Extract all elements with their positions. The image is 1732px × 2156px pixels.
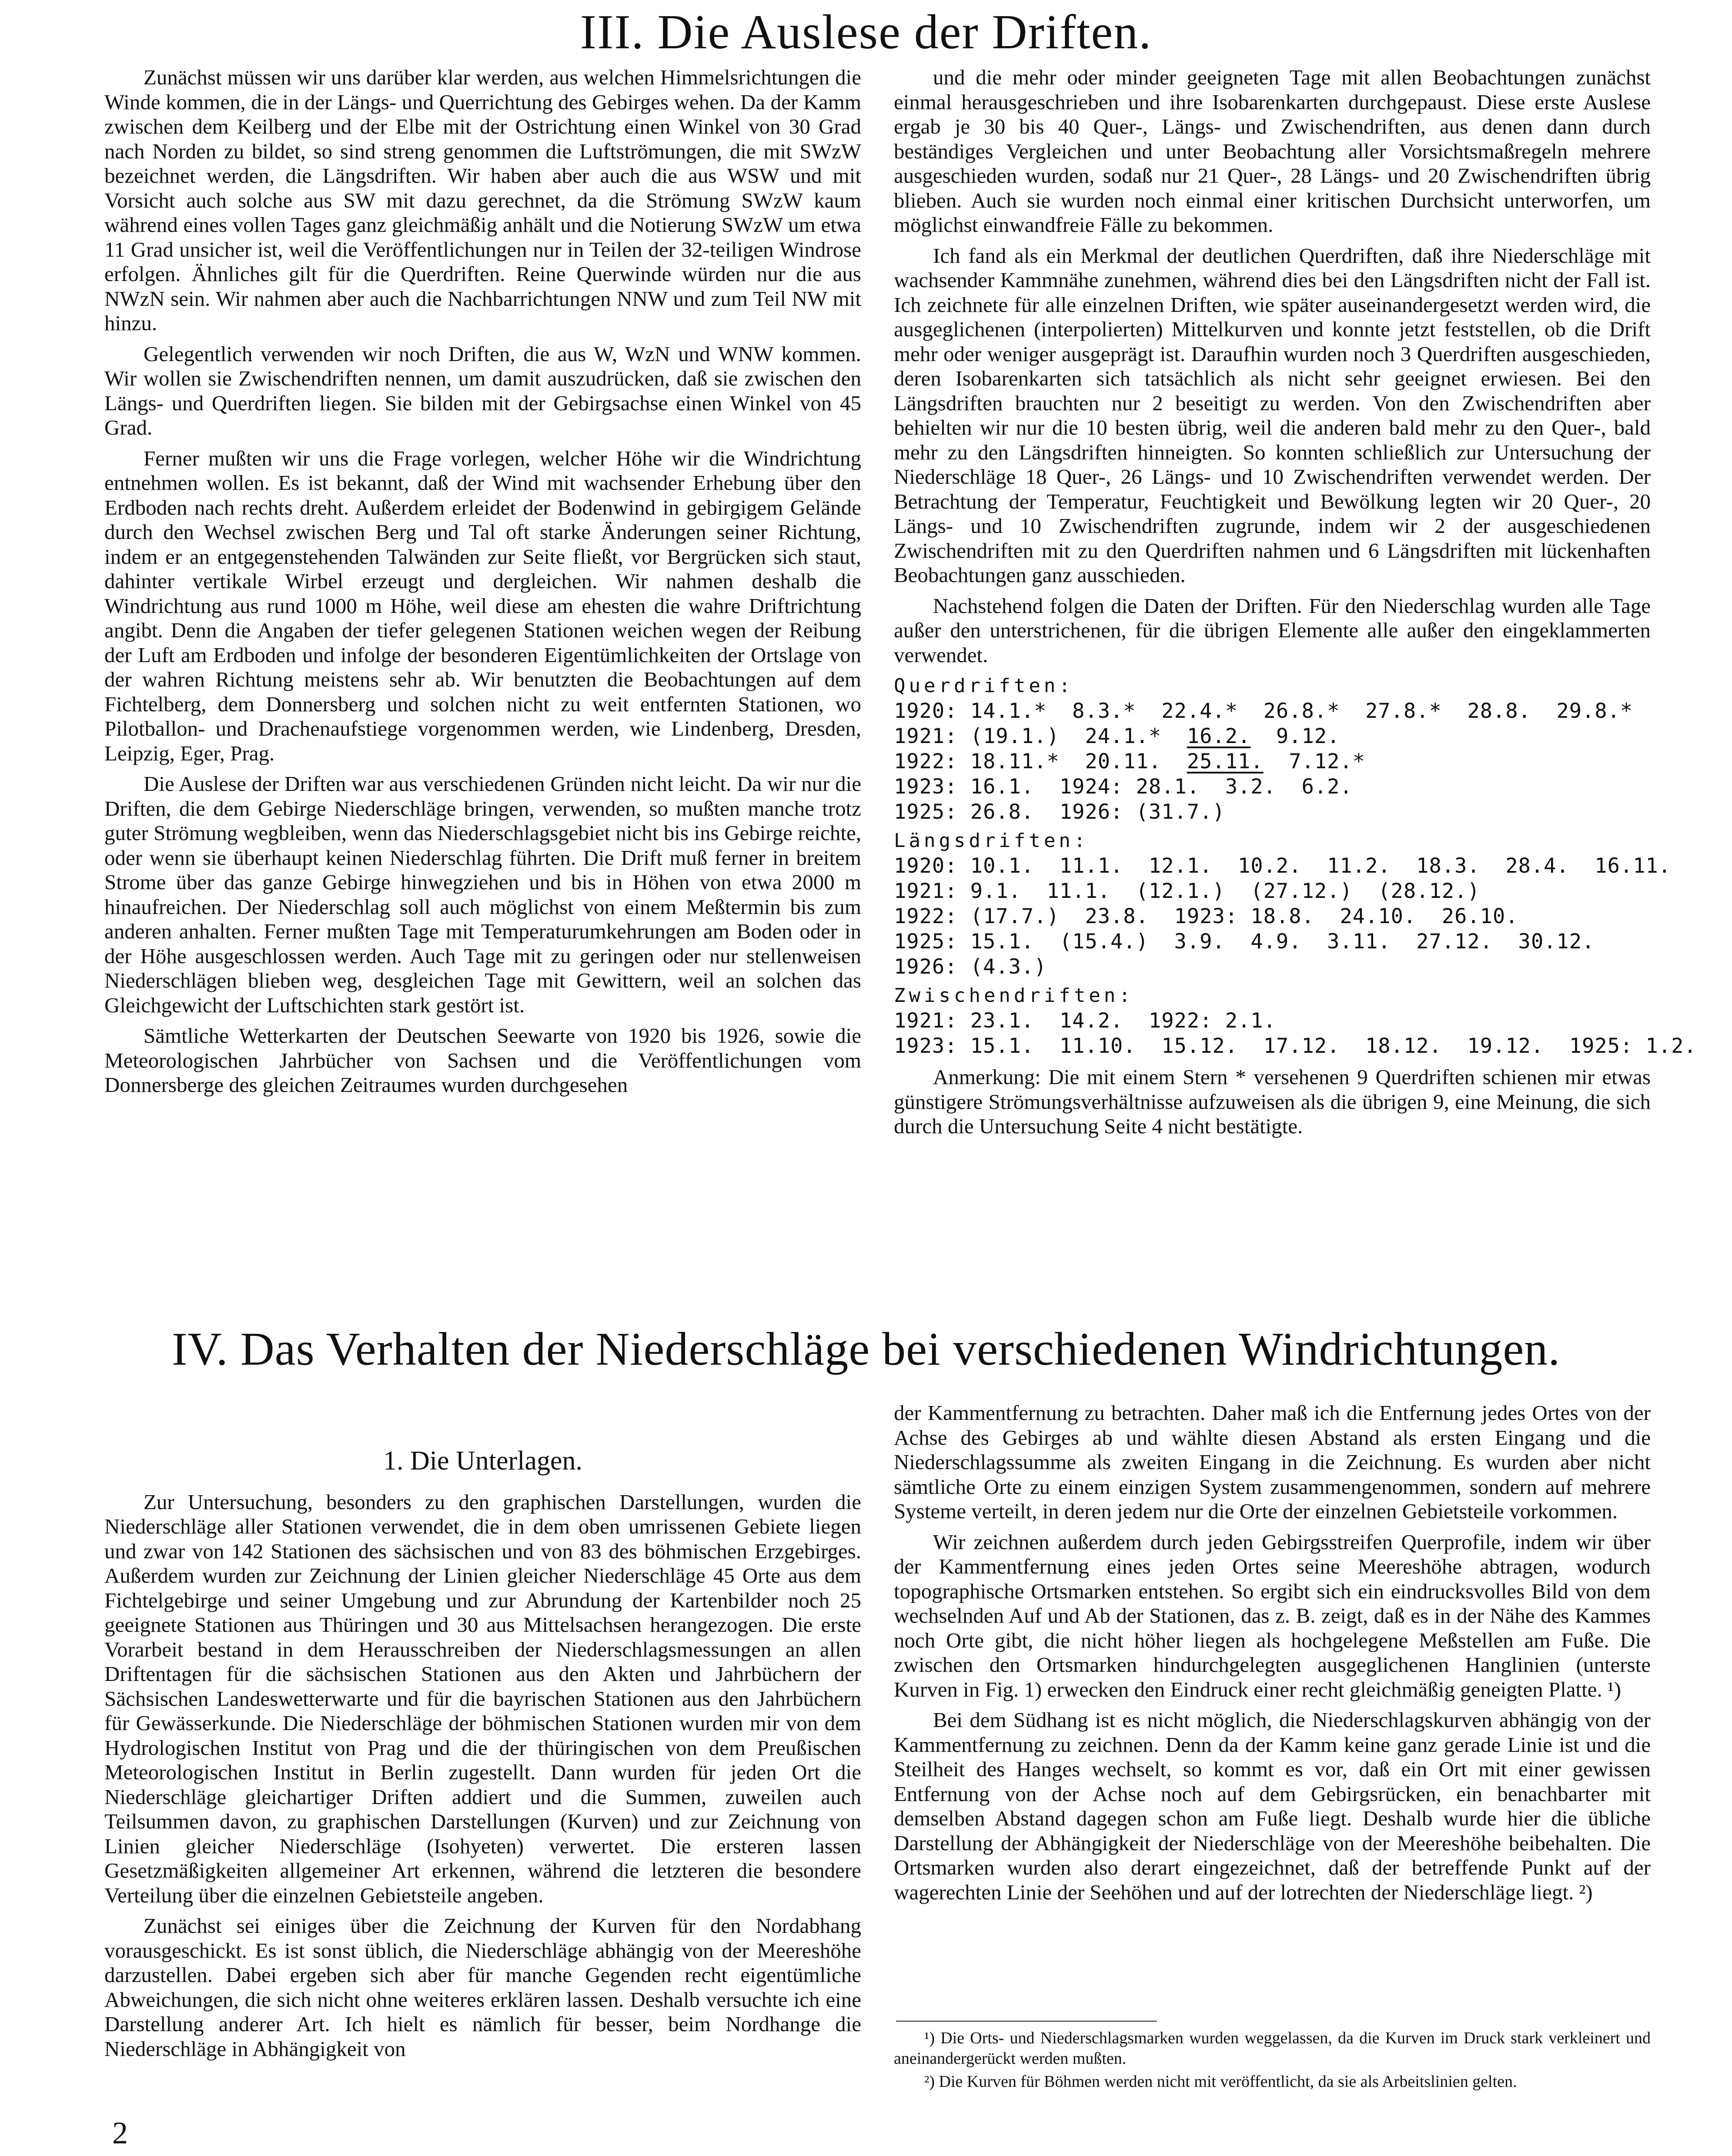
- paragraph: und die mehr oder minder geeigneten Tage mit allen Beobachtungen zunächst einmal herausgeschrieben und ihre Isobarenkarten durchgepaust. Diese erste Auslese ergab je 30 bis 40 Quer-, Längs- und Zwischendriften, aus denen dann durch beständiges Vergleichen und unter Beobachtung aller Vorsichtsmaßregeln mehrere ausgeschieden wurden, sodaß nur 21 Quer-, 28 Längs- und 20 Zwischendriften übrig blieben. Auch sie wurden noch einmal einer kritischen Durchsicht unterworfen, um möglichst einwandfreie Fälle zu bekommen.: [894, 65, 1651, 237]
- section-4-column-left: [104, 1446, 861, 2067]
- anmerkung: Anmerkung: Die mit einem Stern * versehenen 9 Querdriften schienen mir etwas günstigere Strömungsverhältnisse aufzuweisen als die übrigen 9, eine Meinung, die sich durch die Untersuchung Seite 4 nicht bestätigte.: [894, 1065, 1651, 1138]
- paragraph: Zur Untersuchung, besonders zu den graphischen Darstellungen, wurden die Niederschläge aller Stationen verwendet, die in dem oben umrissenen Gebiete liegen und zwar von 142 Stationen des sächsischen und von 83 des böhmischen Erzgebirges. Außerdem wurden zur Zeichnung der Linien gleicher Niederschläge 45 Orte aus dem Fichtelgebirge und seiner Umgebung und zur Abrundung der Kartenbilder noch 25 geeignete Stationen aus Thüringen und 30 aus Mittelsachsen herangezogen. Die erste Vorarbeit bestand in dem Herausschreiben der Niederschlagsmessungen an allen Driftentagen für die sächsischen Stationen aus den Akten und Jahrbüchern der Sächsischen Landeswetterwarte und für die bayrischen Stationen aus den Jahrbüchern für Gewässerkunde. Die Niederschläge der böhmischen Stationen wurden mir von dem Hydrologischen Institut von Prag und die der thüringischen von dem Preußischen Meteorologischen Institut in Berlin zugestellt. Dann wurden für jeden Ort die Niederschläge gleichartiger Driften addiert und die Summen, zuweilen auch Teilsummen davon, zu graphischen Darstellungen (Kurven) und zur Zeichnung von Linien gleicher Niederschläge (Isohyeten) verwertet. Die ersteren lassen Gesetzmäßigkeiten allgemeiner Art erkennen, während die letzteren die besondere Verteilung über die einzelnen Gebietsteile angeben.: [104, 1490, 861, 1907]
- date-text: 1920: 14.1.* 8.3.* 22.4.* 26.8.* 27.8.* 28.8. 29.8.*: [894, 699, 1633, 723]
- zwischendriften-line: 1921: 23.1. 14.2. 1922: 2.1.: [894, 1009, 1276, 1033]
- footnote-divider: [896, 2021, 1157, 2022]
- paragraph: Sämtliche Wetterkarten der Deutschen Seewarte von 1920 bis 1926, sowie die Meteorologischen Jahrbücher von Sachsen und die Veröffentlichungen vom Donnersberge des gleichen Zeitraumes wurden durchgesehen: [104, 1024, 861, 1097]
- laengsdriften-line: 1925: 15.1. (15.4.) 3.9. 4.9. 3.11. 27.12. 30.12.: [894, 930, 1595, 954]
- footnote: ²) Die Kurven für Böhmen werden nicht mit veröffentlicht, da sie als Arbeitslinien gelten.: [924, 2072, 1517, 2091]
- date-text: 1925: 26.8. 1926: (31.7.): [894, 800, 1225, 824]
- zwischendriften-label: Zwischendriften:: [894, 984, 1134, 1007]
- paragraph: Ich fand als ein Merkmal der deutlichen Querdriften, daß ihre Niederschläge mit wachsender Kammnähe zunehmen, während dies bei den Längsdriften nicht der Fall ist. Ich zeichnete für alle einzelnen Driften, wie später auseinandergesetzt werden wird, die ausgeglichenen (interpolierten) Mittelkurven und konnte jetzt feststellen, ob die Drift mehr oder weniger ausgeprägt ist. Daraufhin wurden noch 3 Querdriften ausgeschieden, deren Isobarenkarten sich tatsächlich als nicht sehr geeignet erwiesen. Bei den Längsdriften brauchten nur 2 beseitigt zu werden. Von den Zwischendriften aber behielten wir nur die 10 besten übrig, weil die anderen bald mehr zu den Quer-, bald mehr zu den Längsdriften hinneigten. So konnten schließlich zur Untersuchung der Niederschläge 18 Quer-, 26 Längs- und 10 Zwischendriften verwendet werden. Der Betrachtung der Temperatur, Feuchtigkeit und Bewölkung legten wir 20 Quer-, 20 Längs- und 10 Zwischendriften zugrunde, indem wir 2 der ausgeschiedenen Zwischendriften mit zu den Querdriften nahmen und 6 Längsdriften mit lückenhaften Beobachtungen ganz ausschieden.: [894, 243, 1651, 587]
- laengsdriften-line: 1921: 9.1. 11.1. (12.1.) (27.12.) (28.12.): [894, 879, 1480, 903]
- date-text: 9.12.: [1251, 724, 1340, 748]
- underlined-date: 25.11.: [1187, 750, 1264, 773]
- underlined-date: 16.2.: [1187, 724, 1251, 748]
- laengsdriften-label: Längsdriften:: [894, 830, 1089, 852]
- footnote: ¹) Die Orts- und Niederschlagsmarken wurden weggelassen, da die Kurven im Druck stark verkleinert und aneinandergerückt werden mußten.: [894, 2029, 1651, 2068]
- paragraph: Wir zeichnen außerdem durch jeden Gebirgsstreifen Querprofile, indem wir über der Kammentfernung eines jeden Ortes seine Meereshöhe abtragen, wodurch topographische Ortsmarken entstehen. So ergibt sich ein eindrucksvolles Bild von dem wechselnden Auf und Ab der Stationen, das z. B. zeigt, daß es in der Nähe des Kammes noch Orte gibt, die nicht höher liegen als hochgelegene Meßstellen am Fuße. Die zwischen den Ortsmarken hindurchgelegten ausgeglichenen Hanglinien (unterste Kurven in Fig. 1) erwecken den Eindruck einer recht gleichmäßig geneigten Platte. ¹): [894, 1530, 1651, 1701]
- section-4-column-right: [894, 1401, 1651, 1911]
- paragraph: Ferner mußten wir uns die Frage vorlegen, welcher Höhe wir die Windrichtung entnehmen wollen. Es ist bekannt, daß der Wind mit wachsender Erhebung über den Erdboden nach rechts dreht. Außerdem erleidet der Bodenwind in gebirgigem Gelände durch den Wechsel zwischen Berg und Tal oft starke Änderungen seiner Richtung, indem er an entgegenstehenden Talwänden zur Seite fließt, vor Bergrücken sich staut, dahinter vertikale Wirbel erzeugt und dergleichen. Wir nahmen deshalb die Windrichtung aus rund 1000 m Höhe, weil diese am ehesten die wahre Driftrichtung angibt. Denn die Angaben der tiefer gelegenen Stationen weichen wegen der Reibung der Luft am Erdboden und infolge der besonderen Eigentümlichkeiten der Ortslage von der wahren Richtung meistens sehr ab. Wir benutzten die Beobachtungen auf dem Fichtelberg, dem Donnersberg und solchen nicht zu weit entfernten Stationen, wo Pilotballon- und Drachenaufstiege vorgenommen werden, wie Lindenberg, Dresden, Leipzig, Eger, Prag.: [104, 446, 861, 765]
- laengsdriften-line: 1920: 10.1. 11.1. 12.1. 10.2. 11.2. 18.3. 28.4. 16.11.: [894, 854, 1672, 878]
- section-4-title: IV. Das Verhalten der Niederschläge bei verschiedenen Windrichtungen.: [171, 1323, 1561, 1375]
- laengsdriften-line: 1926: (4.3.): [894, 955, 1047, 979]
- querdriften-line: [894, 699, 1651, 724]
- date-text: 1923: 16.1. 1924: 28.1. 3.2. 6.2.: [894, 775, 1353, 799]
- subsection-title: 1. Die Unterlagen.: [383, 1446, 582, 1476]
- paragraph: Bei dem Südhang ist es nicht möglich, die Niederschlagskurven abhängig von der Kammentfernung zu zeichnen. Denn da der Kamm keine ganz gerade Linie ist und die Steilheit des Hanges wechselt, so kommt es vor, daß ein Ort mit einer gewissen Entfernung von der Achse noch auf dem Gebirgsrücken, ein benachbarter mit demselben Abstand dagegen schon am Fuße liegt. Deshalb wurde hier die übliche Darstellung der Abhängigkeit der Niederschläge von der Meereshöhe beibehalten. Die Ortsmarken wurden also derart eingezeichnet, daß der betreffende Punkt auf der wagerechten Linie der Seehöhen und auf der lotrechten der Niederschläge liegt. ²): [894, 1708, 1651, 1904]
- date-text: 7.12.*: [1263, 750, 1365, 773]
- querdriften-line: [894, 800, 1651, 825]
- section-3-column-left: [104, 65, 861, 1104]
- date-text: 1921: (19.1.) 24.1.*: [894, 724, 1187, 748]
- querdriften-line: [894, 724, 1651, 749]
- paragraph: Zunächst müssen wir uns darüber klar werden, aus welchen Himmelsrichtungen die Winde kommen, die in der Längs- und Querrichtung des Gebirges wehen. Da der Kamm zwischen dem Keilberg und der Elbe mit der Ostrichtung einen Winkel von 30 Grad nach Norden zu bildet, so sind streng genommen die Luftströmungen, die mit SWzW bezeichnet werden, die Längsdriften. Wir haben aber auch die aus WSW und mit Vorsicht auch solche aus SW mit dazu gerechnet, da die Strömung SWzW kaum während eines vollen Tages ganz gleichmäßig anhält und die Notierung SWzW um etwa 11 Grad unsicher ist, weil die Veröffentlichungen nur in Teilen der 32-teiligen Windrose erfolgen. Ähnliches gilt für die Querdriften. Reine Querwinde würden nur die aus NWzN sein. Wir nahmen aber auch die Nachbarrichtungen NNW und zum Teil NW mit hinzu.: [104, 65, 861, 335]
- paragraph: der Kammentfernung zu betrachten. Daher maß ich die Entfernung jedes Ortes von der Achse des Gebirges ab und wählte diesen Abstand als ersten Eingang und die Niederschlagssumme als zweiten Eingang in die Zeichnung. Es wurden aber nicht sämtliche Orte zu einem einzigen System zusammengenommen, sondern auf mehrere Systeme verteilt, in deren jedem nur die Orte der einzelnen Gebietsteile vorkommen.: [894, 1401, 1651, 1523]
- querdriften-label: Querdriften:: [894, 675, 1074, 697]
- paragraph: Die Auslese der Driften war aus verschiedenen Gründen nicht leicht. Da wir nur die Driften, die dem Gebirge Niederschläge bringen, verwenden, so mußten manche trotz guter Strömung wegbleiben, wenn das Niederschlagsgebiet nicht bis ins Gebirge reichte, oder wenn sie überhaupt keinen Niederschlag führten. Die Drift muß ferner in breitem Strome über das ganze Gebirge hinwegziehen und bis in Höhen von etwa 2000 m hinaufreichen. Der Niederschlag soll auch möglichst von einem Meßtermin bis zum anderen anhalten. Ferner mußten Tage mit Temperaturumkehrungen am Boden oder in der Höhe ausgeschlossen werden. Auch Tage mit zu geringen oder nur stellenweisen Niederschlägen blieben weg, desgleichen Tage mit Gewittern, weil an solchen das Gleichgewicht der Luftschichten stark gestört ist.: [104, 772, 861, 1017]
- paragraph: Zunächst sei einiges über die Zeichnung der Kurven für den Nordabhang vorausgeschickt. Es ist sonst üblich, die Niederschläge abhängig von der Meereshöhe darzustellen. Dabei ergeben sich aber für manche Gegenden recht eigentümliche Abweichungen, die sich nicht ohne weiteres erklären lassen. Deshalb versuchte ich eine Darstellung anderer Art. Ich hielt es nämlich für besser, beim Nordhange die Niederschläge in Abhängigkeit von: [104, 1914, 861, 2061]
- date-text: 1922: 18.11.* 20.11.: [894, 750, 1187, 773]
- section-3-title: III. Die Auslese der Driften.: [580, 5, 1152, 59]
- zwischendriften-line: 1923: 15.1. 11.10. 15.12. 17.12. 18.12. 19.12. 1925: 1.2.: [894, 1034, 1697, 1058]
- querdriften-line: [894, 774, 1651, 800]
- paragraph: Gelegentlich verwenden wir noch Driften, die aus W, WzN und WNW kommen. Wir wollen sie Zwischendriften nennen, um damit auszudrücken, daß sie zwischen den Längs- und Querdriften liegen. Sie bilden mit der Gebirgsachse einen Winkel von 45 Grad.: [104, 341, 861, 439]
- section-3-column-right: [894, 65, 1697, 1145]
- paragraph: Nachstehend folgen die Daten der Driften. Für den Niederschlag wurden alle Tage außer den unterstrichenen, für die übrigen Elemente alle außer den eingeklammerten verwendet.: [894, 593, 1651, 667]
- footnotes: [894, 2028, 1651, 2095]
- laengsdriften-line: 1922: (17.7.) 23.8. 1923: 18.8. 24.10. 26.10.: [894, 904, 1518, 928]
- page-number: 2: [112, 2116, 128, 2150]
- querdriften-line: [894, 749, 1651, 774]
